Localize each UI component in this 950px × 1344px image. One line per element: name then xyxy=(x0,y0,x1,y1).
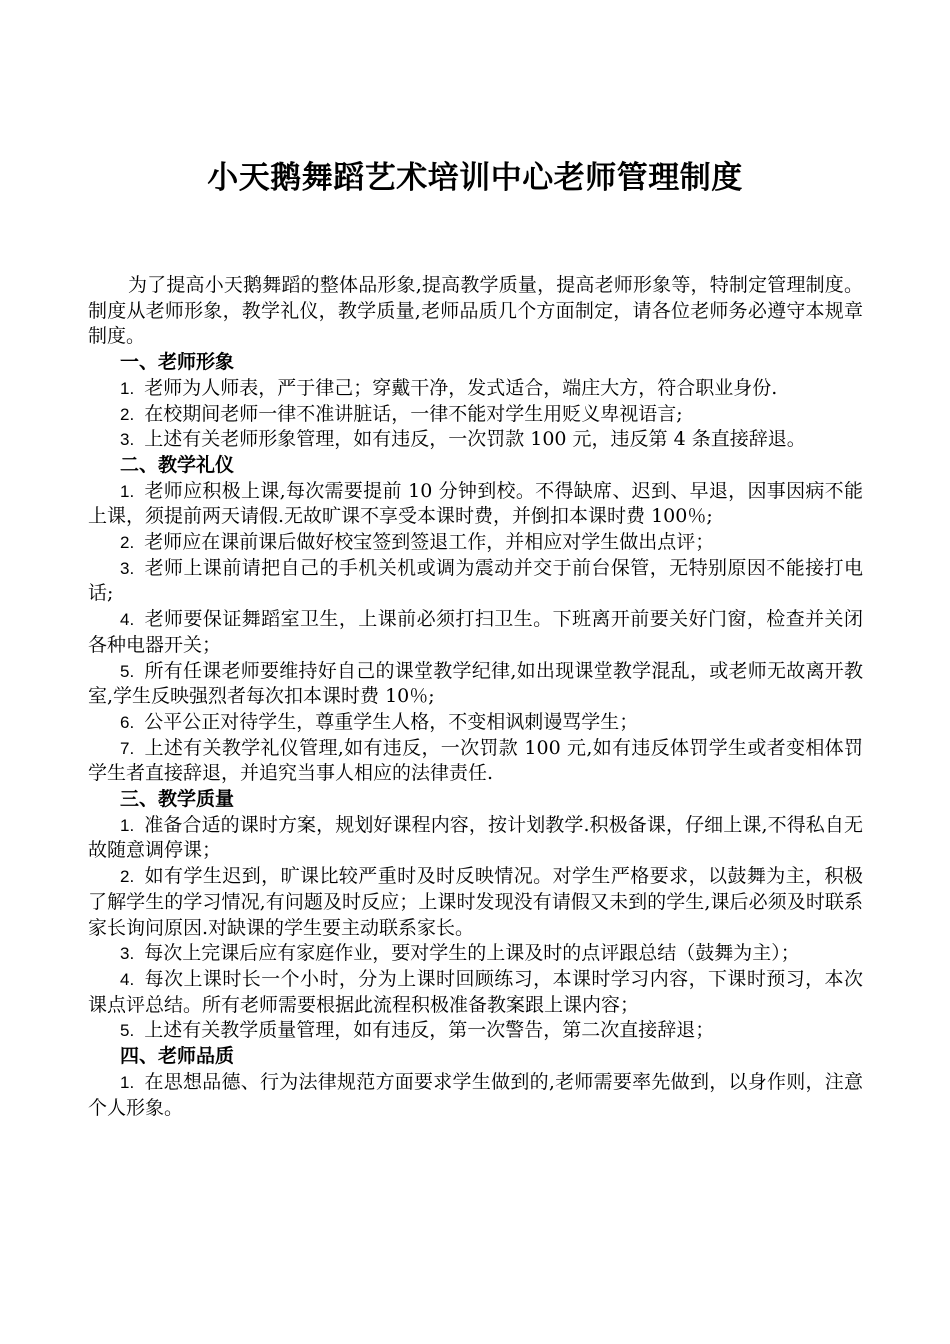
item-text: 老师应积极上课,每次需要提前 10 分钟到校。不得缺席、迟到、早退，因事因病不能上课，须提前两天请假.无故旷课不享受本课时费，并倒扣本课时费 100％; xyxy=(88,479,863,528)
item-text: 上述有关教学质量管理，如有违反，第一次警告，第二次直接辞退； xyxy=(144,1019,715,1042)
item-text: 公平公正对待学生，尊重学生人格，不变相讽刺谩骂学生； xyxy=(144,710,639,733)
item-number: 1. xyxy=(120,815,135,835)
section-item xyxy=(88,479,863,530)
item-text: 老师上课前请把自己的手机关机或调为震动并交于前台保管，无特别原因不能接打电话; xyxy=(88,556,863,605)
section-item xyxy=(88,376,863,402)
item-text: 上述有关教学礼仪管理,如有违反，一次罚款 100 元,如有违反体罚学生或者变相体罚学生者直接辞退，并追究当事人相应的法律责任. xyxy=(88,736,863,785)
item-number: 2. xyxy=(120,404,135,424)
section-item xyxy=(88,813,863,864)
item-text: 如有学生迟到，旷课比较严重时及时反映情况。对学生严格要求，以鼓舞为主，积极了解学生的学习情况,有问题及时反应；上课时发现没有请假又未到的学生,课后必须及时联系家长询问原因.对缺课的学生要主动联系家长。 xyxy=(88,865,863,939)
item-text: 上述有关老师形象管理，如有违反，一次罚款 100 元，违反第 4 条直接辞退。 xyxy=(144,428,806,451)
item-number: 6. xyxy=(120,712,135,732)
item-text: 准备合适的课时方案，规划好课程内容，按计划教学.积极备课，仔细上课,不得私自无故随意调停课； xyxy=(88,813,863,862)
section-item xyxy=(88,556,863,607)
item-number: 1. xyxy=(120,1072,135,1092)
intro-paragraph: 为了提高小天鹅舞蹈的整体品形象,提高教学质量，提高老师形象等，特制定管理制度。制度从老师形象，教学礼仪，教学质量,老师品质几个方面制定，请各位老师务必遵守本规章制度。 xyxy=(88,274,863,348)
item-text: 所有任课老师要维持好自己的课堂教学纪律,如出现课堂教学混乱，或老师无故离开教室,学生反映强烈者每次扣本课时费 10％; xyxy=(88,659,863,708)
item-number: 4. xyxy=(120,610,135,630)
section-item xyxy=(88,941,863,967)
item-number: 2. xyxy=(120,533,135,553)
item-text: 每次上课时长一个小时，分为上课时回顾练习，本课时学习内容，下课时预习，本次课点评总结。所有老师需要根据此流程积极准备教案跟上课内容； xyxy=(88,967,863,1016)
item-text: 老师应在课前课后做好校宝签到签退工作，并相应对学生做出点评； xyxy=(144,531,715,554)
item-text: 老师为人师表，严于律己；穿戴干净，发式适合，端庄大方，符合职业身份. xyxy=(144,376,778,399)
item-number: 1. xyxy=(120,481,135,501)
item-number: 7. xyxy=(120,738,135,758)
section-item xyxy=(88,736,863,787)
document-body xyxy=(88,273,863,1121)
section-item xyxy=(88,710,863,736)
item-number: 5. xyxy=(120,661,135,681)
section-heading: 四、老师品质 xyxy=(120,1045,235,1068)
item-text: 在思想品德、行为法律规范方面要求学生做到的,老师需要率先做到，以身作则，注意个人形象。 xyxy=(88,1070,863,1119)
section-heading: 二、教学礼仪 xyxy=(120,453,235,476)
item-number: 3. xyxy=(120,430,135,450)
item-number: 3. xyxy=(120,558,135,578)
item-number: 5. xyxy=(120,1021,135,1041)
item-text: 每次上完课后应有家庭作业，要对学生的上课及时的点评跟总结（鼓舞为主）； xyxy=(144,942,800,965)
section-item xyxy=(88,659,863,710)
item-number: 4. xyxy=(120,969,135,989)
item-text: 老师要保证舞蹈室卫生，上课前必须打扫卫生。下班离开前要关好门窗，检查并关闭各种电器开关； xyxy=(88,608,863,656)
section-item xyxy=(88,427,863,453)
section-item xyxy=(88,1018,863,1044)
item-number: 3. xyxy=(120,944,135,964)
section-heading: 三、教学质量 xyxy=(120,788,235,811)
item-number: 1. xyxy=(120,378,135,398)
document-title: 小天鹅舞蹈艺术培训中心老师管理制度 xyxy=(207,160,743,196)
section-heading: 一、老师形象 xyxy=(120,351,235,374)
item-text: 在校期间老师一律不准讲脏话，一律不能对学生用贬义卑视语言; xyxy=(144,402,683,425)
item-number: 2. xyxy=(120,867,135,887)
section-item xyxy=(88,1070,863,1121)
section-item xyxy=(88,864,863,941)
section-item xyxy=(88,530,863,556)
section-item xyxy=(88,402,863,428)
section-item xyxy=(88,967,863,1018)
section-item xyxy=(88,607,863,658)
